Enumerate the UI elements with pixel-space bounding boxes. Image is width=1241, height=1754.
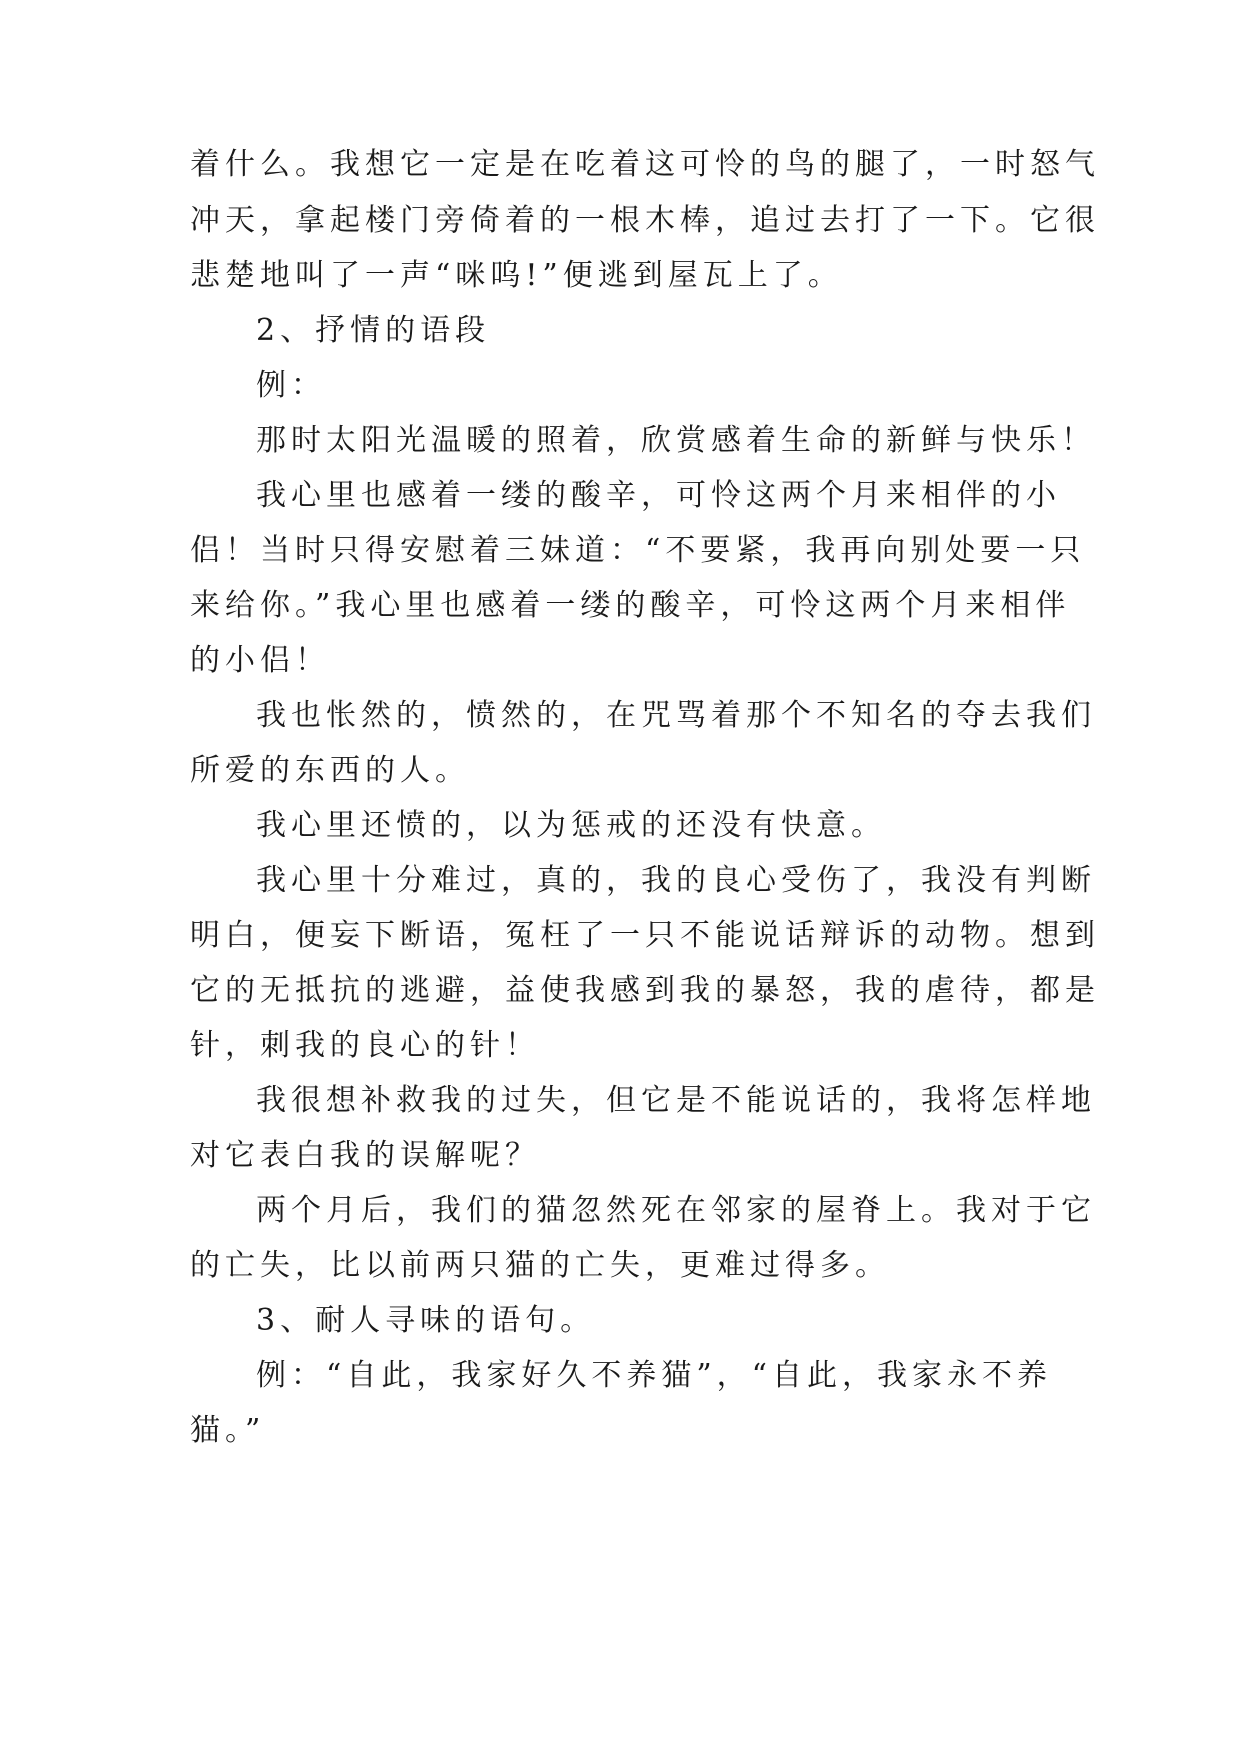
text-line: 我很想补救我的过失，但它是不能说话的，我将怎样地: [256, 1083, 1096, 1118]
text-line: 我也怅然的，愤然的，在咒骂着那个不知名的夺去我们: [256, 698, 1096, 733]
text-line: 我心里十分难过，真的，我的良心受伤了，我没有判断: [256, 863, 1096, 898]
text-line: 猫。”: [190, 1413, 266, 1448]
text-line: 的亡失，比以前两只猫的亡失，更难过得多。: [190, 1248, 890, 1283]
text-line: 我心里也感着一缕的酸辛，可怜这两个月来相伴的小: [256, 478, 1061, 513]
example-label: 例：: [256, 368, 326, 403]
text-line: 针，刺我的良心的针！: [190, 1028, 540, 1063]
text-line: 来给你。”我心里也感着一缕的酸辛，可怜这两个月来相伴: [190, 588, 1071, 623]
text-line: 例：“自此，我家好久不养猫”，“自此，我家永不养: [256, 1358, 1053, 1393]
text-line: 冲天，拿起楼门旁倚着的一根木棒，追过去打了一下。它很: [190, 203, 1100, 238]
text-line: 的小侣！: [190, 643, 330, 678]
text-line: 那时太阳光温暖的照着，欣赏感着生命的新鲜与快乐！: [256, 423, 1096, 458]
section-heading: 2、抒情的语段: [256, 313, 491, 348]
text-line: 悲楚地叫了一声“咪呜!”便逃到屋瓦上了。: [190, 258, 843, 293]
text-line: 所爱的东西的人。: [190, 753, 470, 788]
text-line: 它的无抵抗的逃避，益使我感到我的暴怒，我的虐待，都是: [190, 973, 1100, 1008]
section-heading: 3、耐人寻味的语句。: [256, 1303, 596, 1338]
text-line: 对它表白我的误解呢？: [190, 1138, 540, 1173]
text-line: 侣！当时只得安慰着三妹道：“不要紧，我再向别处要一只: [190, 533, 1086, 568]
text-line: 着什么。我想它一定是在吃着这可怜的鸟的腿了，一时怒气: [190, 147, 1100, 182]
text-line: 两个月后，我们的猫忽然死在邻家的屋脊上。我对于它: [256, 1193, 1096, 1228]
text-line: 明白，便妄下断语，冤枉了一只不能说话辩诉的动物。想到: [190, 918, 1100, 953]
text-line: 我心里还愤的，以为惩戒的还没有快意。: [256, 808, 886, 843]
